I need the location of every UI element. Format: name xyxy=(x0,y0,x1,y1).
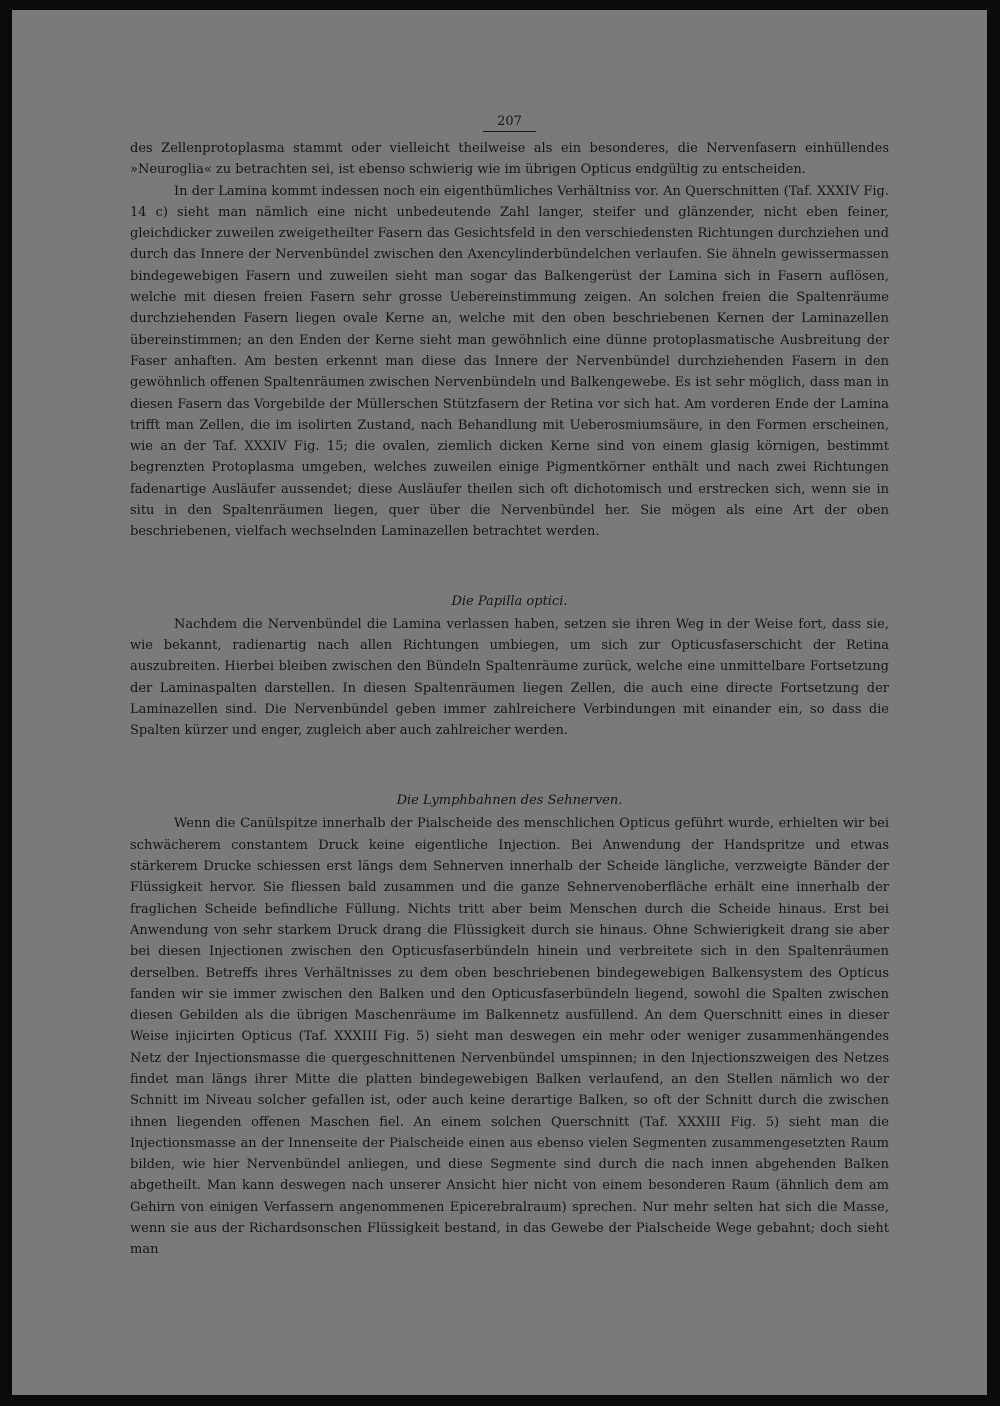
page-number xyxy=(130,114,889,138)
section-heading: Die Lymphbahnen des Sehnerven. xyxy=(396,793,623,809)
document-page xyxy=(12,10,987,1395)
paragraph: Nachdem die Nervenbündel die Lamina verlassen haben, setzen sie ihren Weg in der Weise fort, dass sie, wie bekannt, radienartig nach allen Richtungen umbiegen, um sich zur Opticusfaserschicht der Retina auszubreiten. Hierbei bleiben zwischen den Bündeln Spaltenräume zurück, welche eine unmittelbare Fortsetzung der Laminaspalten darstellen. In diesen Spaltenräumen liegen Zellen, die auch eine directe Fortsetzung der Laminazellen sind. Die Nervenbündel geben immer zahlreichere Verbindungen mit einander ein, so dass die Spalten kürzer und enger, zugleich aber auch zahlreicher werden. xyxy=(130,616,889,739)
page-number-text: 207 xyxy=(483,114,536,132)
paragraph: In der Lamina kommt indessen noch ein eigenthümliches Verhältniss vor. An Querschnitten (Taf. XXXIV Fig. 14 c) sieht man nämlich eine nicht unbedeutende Zahl langer, steifer und glänzender, nicht eben feiner, gleichdicker zuweilen zweigetheilter Fasern das Gesichtsfeld in den verschiedensten Richtungen durchziehen und durch das Innere der Nervenbündel zwischen den Axencylinderbündelchen verlaufen. Sie ähneln gewissermassen bindegewebigen Fasern und zuweilen sieht man sogar das Balkengerüst der Lamina sich in Fasern auflösen, welche mit diesen freien Fasern sehr grosse Uebereinstimmung zeigen. An solchen freien die Spaltenräume durchziehenden Fasern liegen ovale Kerne an, welche mit den oben beschriebenen Kernen der Laminazellen übereinstimmen; an den Enden der Kerne sieht man gewöhnlich eine dünne protoplasmatische Ausbreitung der Faser anhaften. Am besten erkennt man diese das Innere der Nervenbündel durchziehenden Fasern in den gewöhnlich offenen Spaltenräumen zwischen Nervenbündeln und Balkengewebe. Es ist sehr möglich, dass man in diesen Fasern das Vorgebilde der Müllerschen Stützfasern der Retina vor sich hat. Am vorderen Ende der Lamina trifft man Zellen, die im isolirten Zustand, nach Behandlung mit Ueberosmiumsäure, in den Formen erscheinen, wie an der Taf. XXXIV Fig. 15; die ovalen, ziemlich dicken Kerne sind von einem glasig körnigen, bestimmt begrenzten Protoplasma umgeben, welches zuweilen einige Pigmentkörner enthält und nach zwei Richtungen fadenartige Ausläufer aussendet; diese Ausläufer theilen sich oft dichotomisch und erstrecken sich, wenn sie in situ in den Spaltenräumen liegen, quer über die Nervenbündel her. Sie mögen als eine Art der oben beschriebenen, vielfach wechselnden Laminazellen betrachtet werden. xyxy=(130,183,889,540)
paragraph: des Zellenprotoplasma stammt oder vielleicht theilweise als ein besonderes, die Nervenfasern einhüllendes »Neuroglia« zu betrachten sei, ist ebenso schwierig wie im übrigen Opticus endgültig zu entscheiden. xyxy=(130,141,889,178)
section-heading: Die Papilla optici. xyxy=(451,593,568,609)
page-content xyxy=(130,114,889,1261)
section-lymphbahnen xyxy=(130,790,889,1260)
section-continuation xyxy=(130,138,889,543)
paragraph: Wenn die Canülspitze innerhalb der Pialscheide des menschlichen Opticus geführt wurde, erhielten wir bei schwächerem constantem Druck keine eigentliche Injection. Bei Anwendung der Handspritze und etwas stärkerem Drucke schiessen erst längs dem Sehnerven innerhalb der Scheide längliche, verzweigte Bänder der Flüssigkeit hervor. Sie fliessen bald zusammen und die ganze Sehnervenoberfläche erhält eine innerhalb der fraglichen Scheide befindliche Füllung. Nichts tritt aber beim Menschen durch die Scheide hinaus. Erst bei Anwendung von sehr starkem Druck drang die Flüssigkeit durch sie hinaus. Ohne Schwierigkeit drang sie aber bei diesen Injectionen zwischen den Opticusfaserbündeln hinein und verbreitete sich in den Spaltenräumen derselben. Betreffs ihres Verhältnisses zu dem oben beschriebenen bindegewebigen Balkensystem des Opticus fanden wir sie immer zwischen den Balken und den Opticusfaserbündeln liegend, sowohl die Spalten zwischen diesen Gebilden als die übrigen Maschenräume im Balkennetz ausfüllend. An dem Querschnitt eines in dieser Weise injicirten Opticus (Taf. XXXIII Fig. 5) sieht man deswegen ein mehr oder weniger zusammenhängendes Netz der Injectionsmasse die quergeschnittenen Nervenbündel umspinnen; in den Injectionszweigen des Netzes findet man längs ihrer Mitte die platten bindegewebigen Balken verlaufend, an den Stellen nämlich wo der Schnitt im Niveau solcher gefallen ist, oder auch keine derartige Balken, so oft der Schnitt durch die zwischen ihnen liegenden offenen Maschen fiel. An einem solchen Querschnitt (Taf. XXXIII Fig. 5) sieht man die Injectionsmasse an der Innenseite der Pialscheide einen aus ebenso vielen Segmenten zusammengesetzten Raum bilden, wie hier Nervenbündel anliegen, und diese Segmente sind durch die nach innen abgehenden Balken abgetheilt. Man kann deswegen nach unserer Ansicht hier nicht von einem besonderen Raum (ähnlich dem am Gehirn von einigen Verfassern angenommenen Epicerebralraum) sprechen. Nur mehr selten hat sich die Masse, wenn sie aus der Richardsonschen Flüssigkeit bestand, in das Gewebe der Pialscheide Wege gebahnt; doch sieht man xyxy=(130,816,889,1258)
section-papilla-optici xyxy=(130,591,889,742)
